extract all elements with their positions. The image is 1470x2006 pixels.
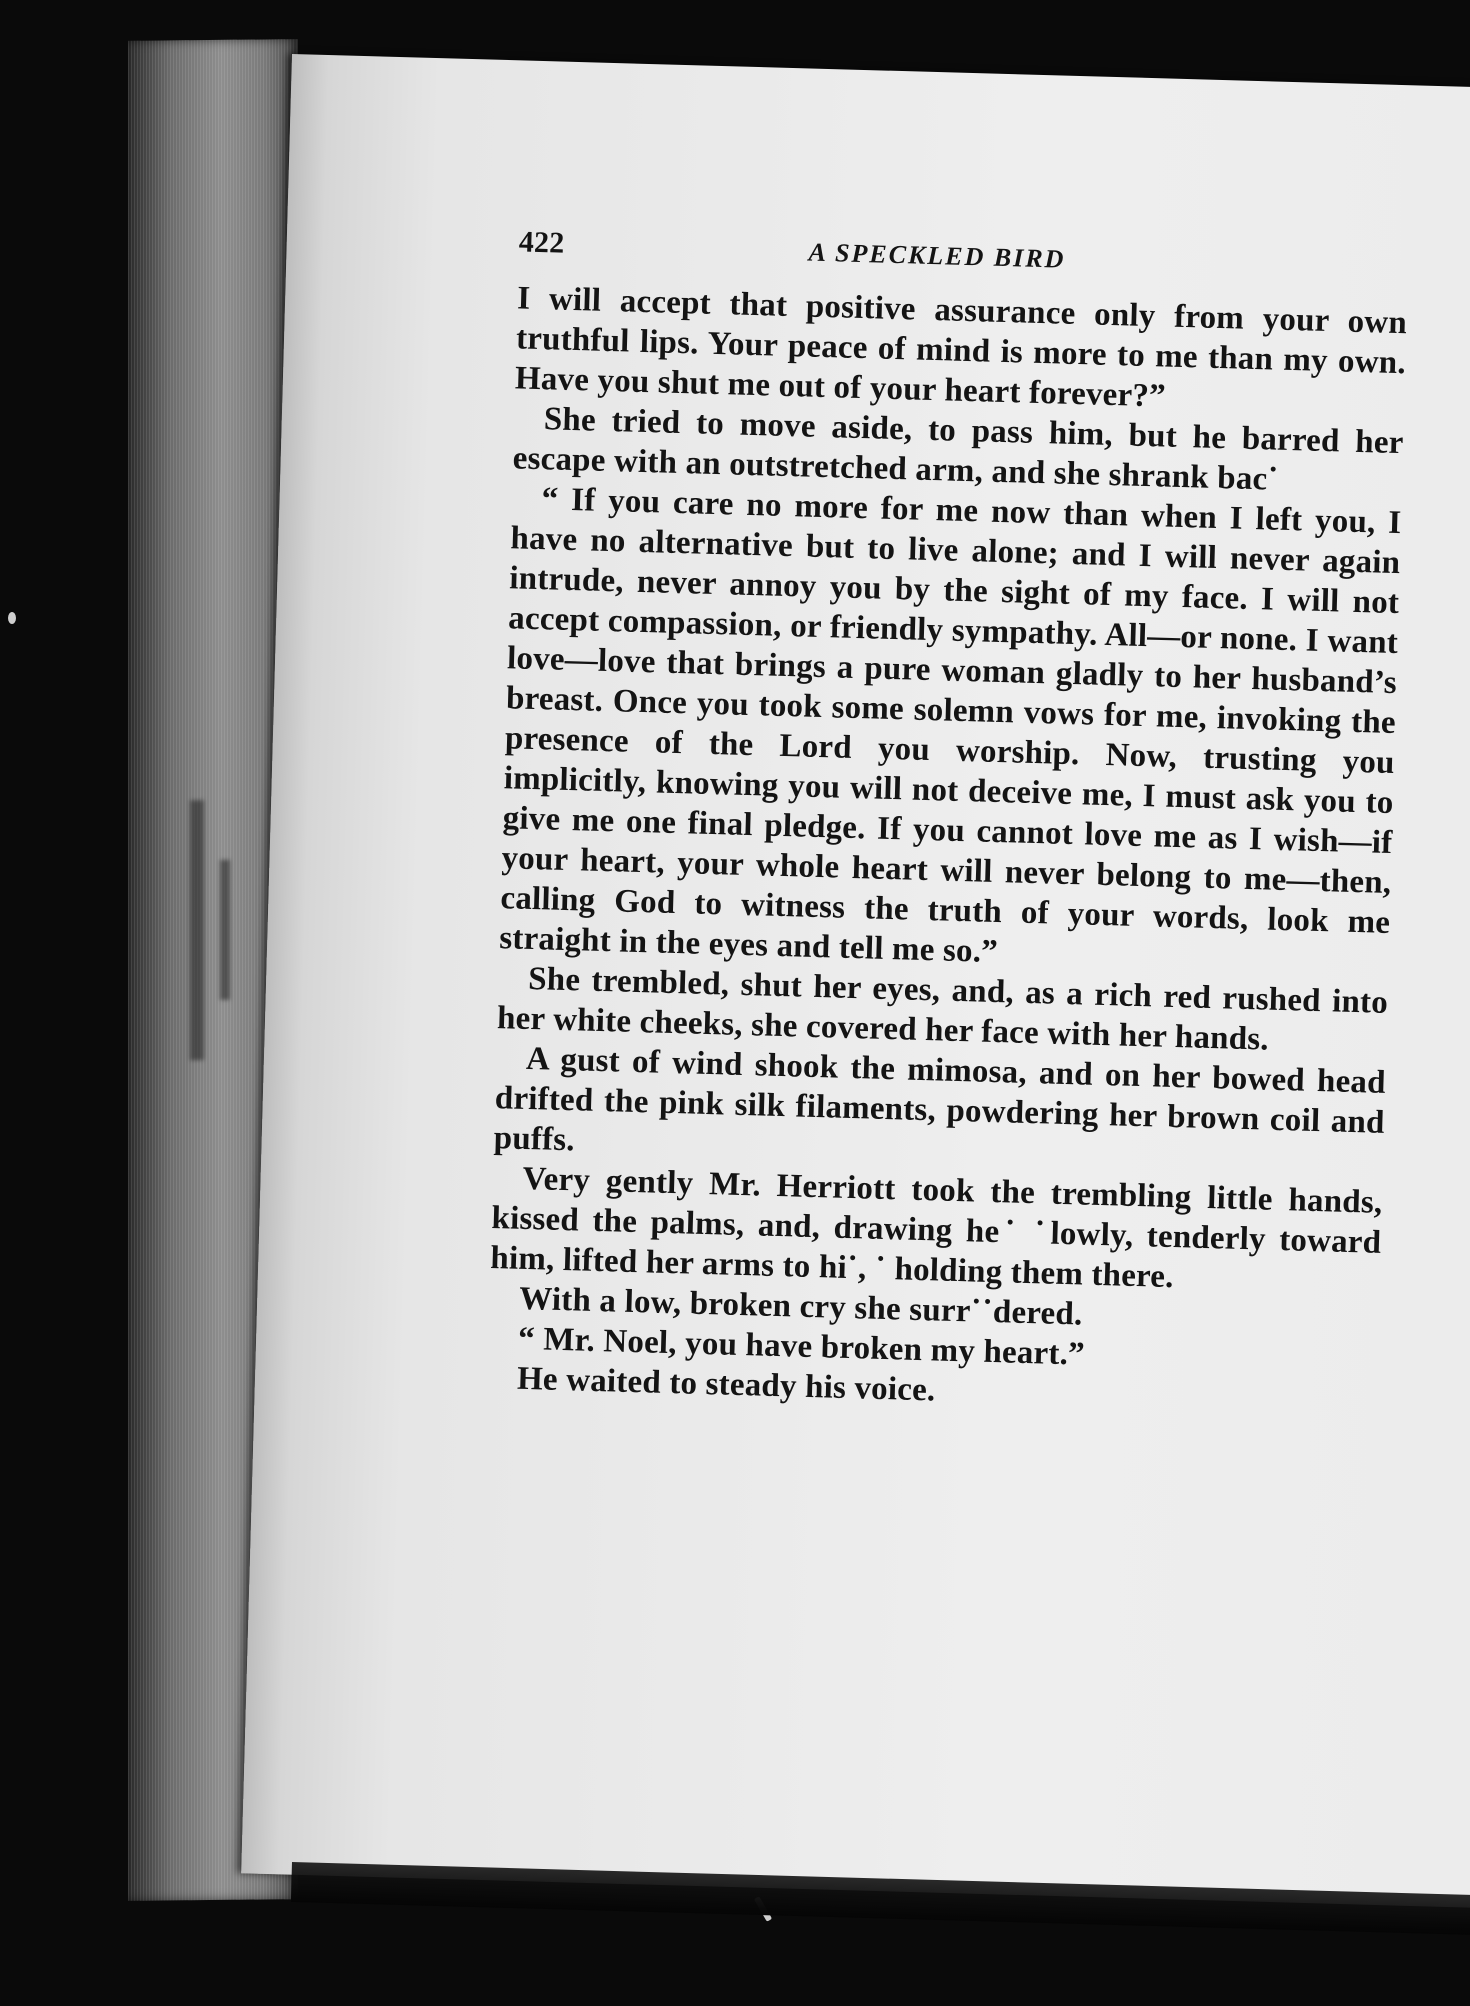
page-text-block (487, 222, 1409, 1422)
paragraph: He waited to steady his voice. (516, 1360, 936, 1409)
page-number: 422 (518, 225, 565, 260)
paragraph: She tried to move aside, to pass him, but he barred her escape with an outstretched arm, and she shrank bac˙ (512, 401, 1405, 498)
edge-stain (190, 800, 204, 1060)
paragraph: Very gently Mr. Herriott took the trembling little hands, kissed the palms, and, drawing he˙ ˙lowly, tenderly toward him, lifted her arms to hi˙, ˙ holding them there. (489, 1160, 1383, 1296)
paragraph: A gust of wind shook the mimosa, and on her bowed head drifted the pink silk filaments, powdering her brown coil and puffs. (493, 1040, 1387, 1159)
book-page (241, 54, 1470, 1908)
paragraph: “ If you care no more for me now than when I left you, I have no alternative but to live alone; and I will never again intrude, never annoy you by the sight of my face. I will not accept compassion, or friendly sympathy. All—or none. I want love—love that brings a pure woman gladly to her husband’s breast. Once you took some solemn vows for me, invoking the presence of the Lord you worship. Now, trusting you implicitly, knowing you will not deceive me, I must ask you to give me one final pledge. If you cannot love me as I wish—if your heart, your whole heart will never belong to me—then, calling God to witness the truth of your words, look me straight in the eyes and tell me so.” (498, 481, 1402, 971)
edge-stain (220, 860, 230, 1000)
paragraph: She trembled, shut her eyes, and, as a rich red rushed into her white cheeks, she covered her face with her hands. (496, 960, 1389, 1058)
paragraph: “ Mr. Noel, you have broken my heart.” (517, 1320, 1086, 1373)
paragraph: With a low, broken cry she surr˙˙dered. (518, 1280, 1083, 1333)
book-title: A SPECKLED BIRD (808, 237, 1066, 274)
paragraph: I will accept that positive assurance only from your own truthful lips. Your peace of mind is more to me than my own. Have you shut me out of your heart forever?” (514, 280, 1408, 415)
dust-speck (8, 612, 16, 624)
